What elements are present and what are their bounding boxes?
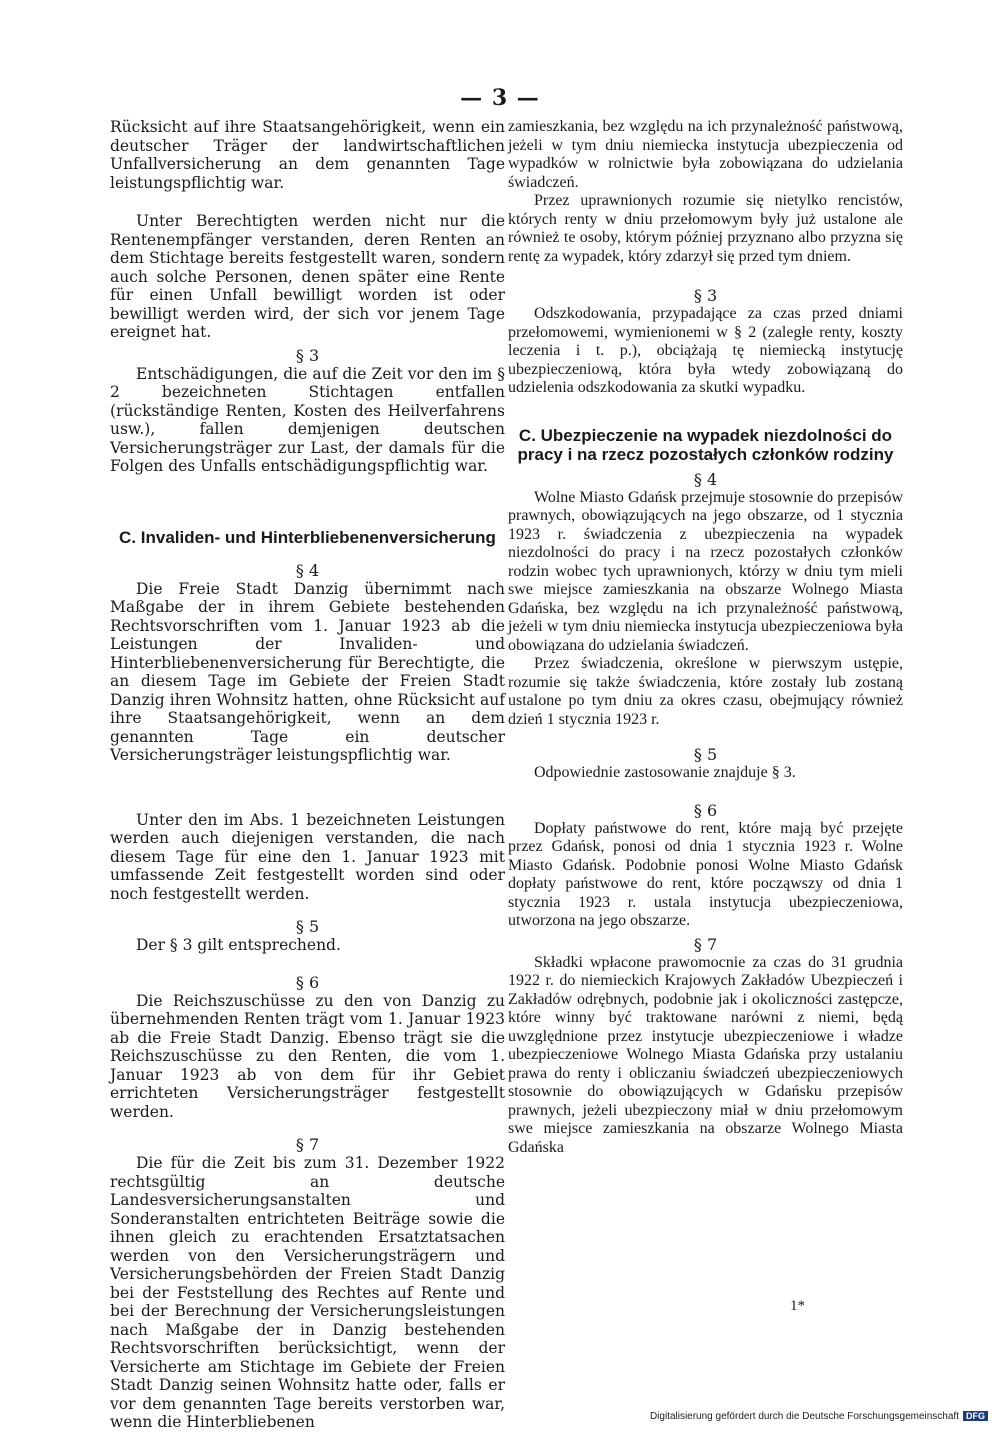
polish-column bbox=[508, 118, 903, 1157]
polish-section-5-text: Odpowiednie zastosowanie znajduje § 3. bbox=[534, 764, 796, 781]
polish-section-5-title: § 5 bbox=[693, 745, 718, 764]
polish-section-4-text: Wolne Miasto Gdańsk przejmuje stosownie do przepisów prawnych, obowiązujących na jego obszarze, od 1 stycznia 1923 r. świadczenia z ubezpieczenia na wypadek niezdolności do pracy i na rzecz pozostałych członków rodzin wobec tych uprawnionych, którzy w dniu tym mieli swe miejsce zamieszkania na obszarze Wolnego Miasta Gdańska, bez względu na ich przynależność państwową, jeżeli w tym dniu niemiecka instytucja ubezpieczeniowa była obowiązana do udzielania świadczeń. bbox=[508, 488, 903, 654]
polish-section-4-text-2: Przez świadczenia, określone w pierwszym ustępie, rozumie się także świadczenia, które zostały lub zostaną ustalone po tym dniu za okres czasu, obejmujący również dzień 1 stycznia 1923 r. bbox=[508, 655, 903, 728]
german-section-7-text: Die für die Zeit bis zum 31. Dezember 1922 rechtsgültig an deutsche Landesversicherungsanstalten und Sonderanstalten entrichteten Beiträge sowie die ihnen gleich zu erachtenden Ersatztatsachen werden von den Versicherungsträgern und Versicherungsbehörden der Freien Stadt Danzig bei der Feststellung des Rechtes auf Rente und bei der Berechnung der Versicherungsleistungen nach Maßgabe der in Danzig bestehenden Rechtsvorschriften berücksichtigt, wenn der Versicherte am Stichtage im Gebiete der Freien Stadt Danzig seinen Wohnsitz hatte oder, falls er vor dem genannten Tage bereits verstorben war, wenn die Hinterbliebenen bbox=[110, 1154, 505, 1431]
german-section-4-text-2: Unter den im Abs. 1 bezeichneten Leistungen werden auch diejenigen verstanden, die nach diesem Tage für eine den 1. Januar 1923 mit umfassende Zeit festgestellt worden sind oder noch festgestellt werden. bbox=[110, 810, 505, 903]
polish-section-4-title: § 4 bbox=[693, 469, 718, 489]
signature-mark: 1* bbox=[790, 1298, 805, 1314]
polish-continuation-paragraph: zamieszkania, bez względu na ich przynależność państwową, jeżeli w tym dniu niemiecka instytucja ubezpieczenia od wypadków w rolnictwie była zobowiązana do udzielania świadczeń. bbox=[508, 118, 903, 191]
german-section-5-text: Der § 3 gilt entsprechend. bbox=[136, 936, 341, 954]
german-section-4-text: Die Freie Stadt Danzig übernimmt nach Maßgabe der in ihrem Gebiete bestehenden Rechtsvorschriften vom 1. Januar 1923 ab die Leistungen der Invaliden- und Hinterbliebenenversicherung für Berechtigte, die an diesem Tage im Gebiete der Freien Stadt Danzig ihren Wohnsitz hatten, ohne Rücksicht auf ihre Staatsangehörigkeit, wenn an dem genannten Tage ein deutscher Versicherungsträger leistungspflichtig war. bbox=[110, 579, 505, 764]
german-berechtigte-paragraph: Unter Berechtigten werden nicht nur die Rentenempfänger verstanden, deren Renten an dem Stichtage bereits festgestellt waren, sondern auch solche Personen, denen später eine Rente für einen Unfall bewilligt worden ist oder bewilligt werden wird, der sich vor jenem Tage ereignet hat. bbox=[110, 212, 505, 341]
polish-berechtigte-paragraph: Przez uprawnionych rozumie się nietylko rencistów, których renty w dniu przełomowym były już ustalone ale również te osoby, którym później przyznano albo przyzna się rentę za wypadek, który zdarzył się przed tym dniem. bbox=[508, 192, 903, 265]
polish-section-6-title: § 6 bbox=[693, 800, 718, 820]
polish-section-3-title: § 3 bbox=[693, 286, 718, 305]
footer-text: Digitalisierung gefördert durch die Deutsche Forschungsgemeinschaft bbox=[649, 1411, 959, 1422]
german-column bbox=[110, 118, 505, 1432]
german-section-heading: C. Invaliden- und Hinterbliebenenversicherung bbox=[119, 527, 496, 547]
page-number: — 3 — bbox=[460, 85, 540, 111]
polish-section-7-text: Składki wpłacone prawomocnie za czas do 31 grudnia 1922 r. do niemieckich Krajowych Zakładów Ubezpieczeń i Zakładów odrębnych, podobnie jak i okoliczności zastępcze, które winny być traktowane narówni z niemi, będą uwzględnione przez instytucje ubezpieczeniowe i władze ubezpieczeniowe Wolnego Miasta Gdańska przy ustalaniu prawa do renty i obliczaniu świadczeń ubezpieczeniowych stosownie do obowiązujących w Gdańsku przepisów prawnych, jeżeli ubezpieczony miał w dniu przełomowym swe miejsce zamieszkania na obszarze Wolnego Miasta Gdańska bbox=[508, 953, 903, 1156]
polish-section-6-text: Dopłaty państwowe do rent, które mają być przejęte przez Gdańsk, ponosi od dnia 1 stycznia 1923 r. Wolne Miasto Gdańsk. Podobnie ponosi Wolne Miasto Gdańsk dopłaty państwowe do rent, które począwszy od dnia 1 stycznia 1923 r. ustala instytucja ubezpieczeniowa, utworzona na jego obszarze. bbox=[508, 819, 903, 929]
german-section-6-text: Die Reichszuschüsse zu den von Danzig zu übernehmenden Renten trägt vom 1. Januar 1923 ab die Freie Stadt Danzig. Ebenso trägt sie die Reichszuschüsse zu den Renten, die vom 1. Januar 1923 ab von dem für ihr Gebiet errichteten Versicherungsträger festgestellt werden. bbox=[110, 991, 505, 1121]
german-section-3-text: Entschädigungen, die auf die Zeit vor den im § 2 bezeichneten Stichtagen entfallen (rückständige Renten, Kosten des Heilverfahrens usw.), fallen demjenigen deutschen Versicherungsträger zur Last, der damals für die Folgen des Unfalls entschädigungspflichtig war. bbox=[110, 364, 505, 475]
german-section-6-title: § 6 bbox=[295, 972, 320, 992]
german-section-5-title: § 5 bbox=[295, 917, 320, 936]
german-section-7-title: § 7 bbox=[295, 1135, 320, 1154]
german-section-3-title: § 3 bbox=[295, 345, 320, 365]
polish-section-heading: C. Ubezpieczenie na wypadek niezdolności do pracy i na rzecz pozostałych członków rodziny bbox=[517, 425, 894, 464]
footer-credit bbox=[650, 1411, 988, 1422]
polish-section-3-text: Odszkodowania, przypadające za czas przed dniami przełomowemi, wymienionemi w § 2 (zaległe renty, koszty leczenia i t. p.), obciążają tę niemiecką instytucję ubezpieczeniową, która była wtedy zobowiązaną do udzielenia odszkodowania za skutki wypadku. bbox=[508, 305, 903, 396]
dfg-logo-icon: DFG bbox=[963, 1411, 988, 1421]
polish-section-7-title: § 7 bbox=[693, 934, 718, 954]
german-section-4-title: § 4 bbox=[295, 560, 320, 580]
german-continuation-paragraph: Rücksicht auf ihre Staatsangehörigkeit, wenn ein deutscher Träger der landwirtschaftlichen Unfallversicherung an dem genannten Tage leistungspflichtig war. bbox=[110, 118, 505, 192]
